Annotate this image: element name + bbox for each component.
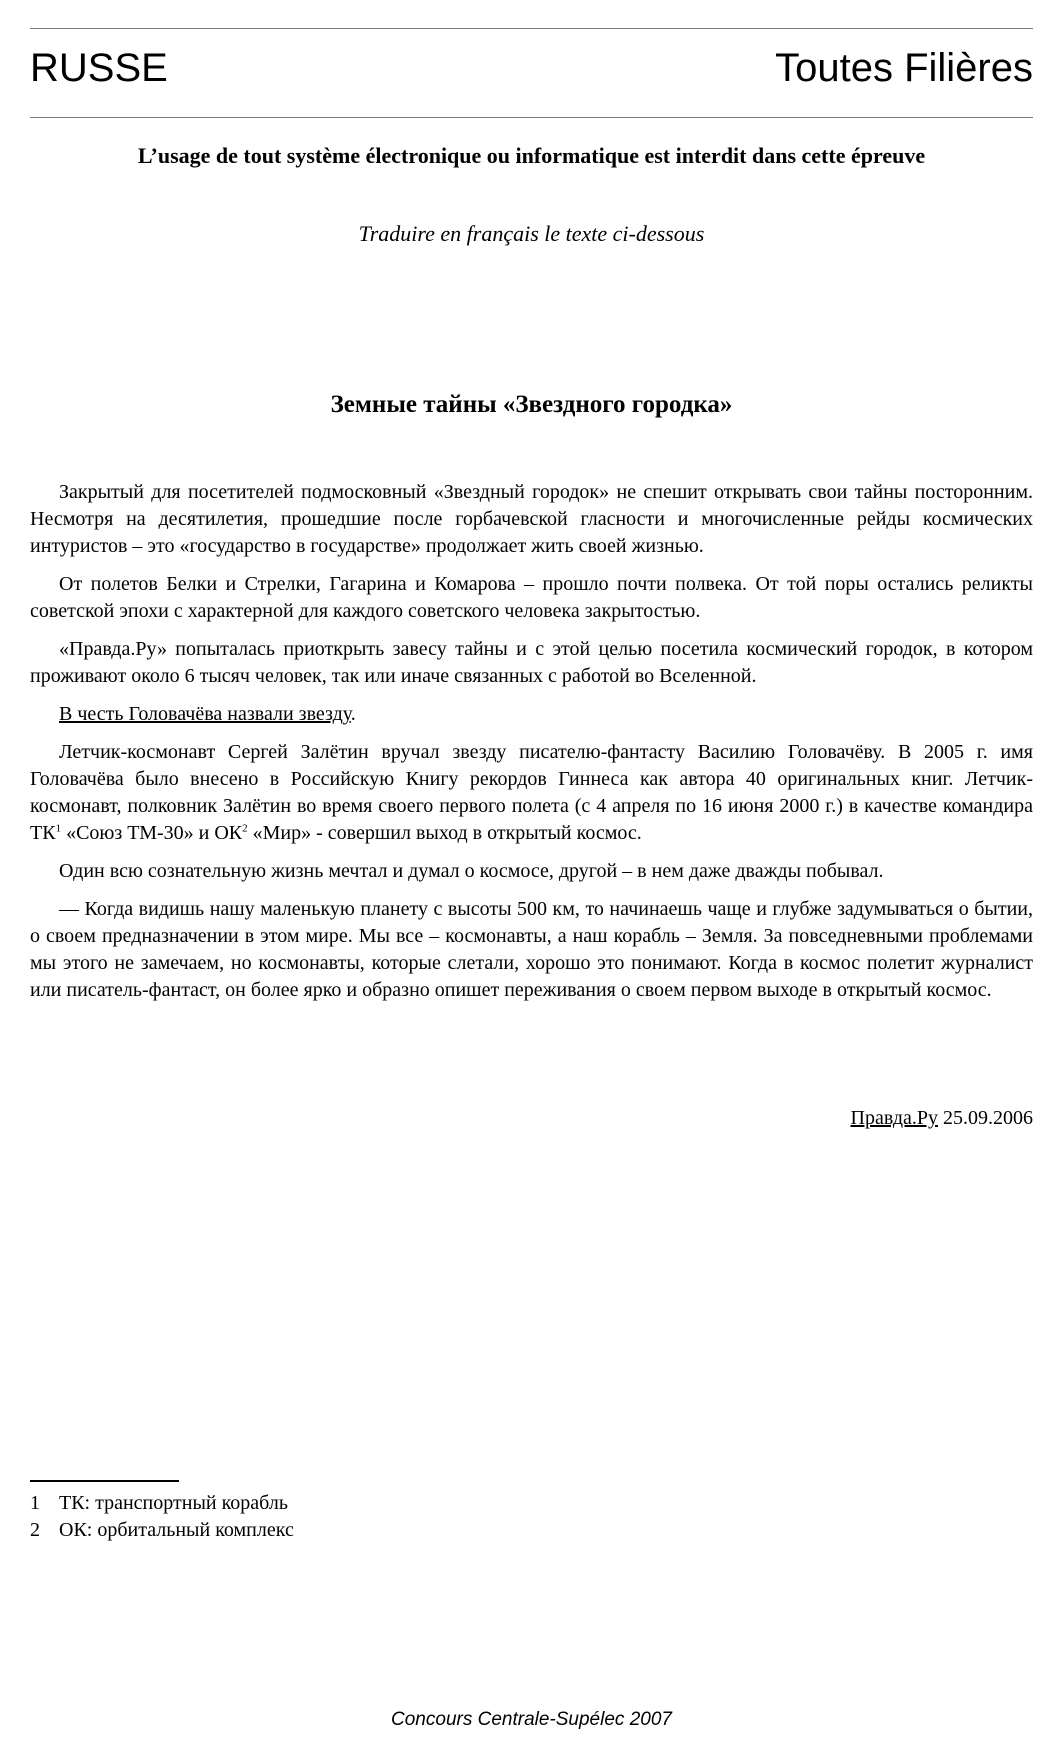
electronics-warning: L’usage de tout système électronique ou informatique est interdit dans cette épreuve — [137, 143, 926, 168]
footnotes — [30, 1490, 930, 1544]
track-label: Toutes Filières — [775, 46, 1033, 90]
subheading-paragraph — [30, 701, 1033, 728]
header-bottom-rule — [30, 117, 1033, 118]
paragraph-5: Один всю сознательную жизнь мечтал и думал о космосе, другой – в нем даже дважды побывал. — [59, 860, 884, 882]
article-source — [851, 1105, 1033, 1132]
subject-label: RUSSE — [30, 46, 168, 90]
header-top-rule — [30, 28, 1033, 29]
footnote-number: 2 — [30, 1519, 40, 1541]
source-date: 25.09.2006 — [938, 1107, 1033, 1129]
footnote-ref-1: 1 — [55, 822, 62, 835]
footnote-text: ТК: транспортный корабль — [59, 1492, 288, 1514]
footnote-2 — [30, 1517, 930, 1544]
subheading-period: . — [350, 703, 356, 725]
footnote-number: 1 — [30, 1492, 40, 1514]
exam-footer: Concours Centrale-Supélec 2007 — [391, 1709, 672, 1730]
paragraph-4-part-c: «Мир» - совершил выход в открытый космос. — [247, 822, 642, 844]
translation-instruction: Traduire en français le texte ci-dessous — [358, 221, 705, 246]
footnote-rule — [30, 1480, 179, 1482]
paragraph-4-part-b: «Союз ТМ-30» и ОК — [61, 822, 243, 844]
paragraph-4-part-a: Летчик-космонавт Сергей Залётин вручал звезду писателю-фантасту Василию Головачёву. В 2005 г. имя Головачёва было внесено в Российскую Книгу рекордов Гиннеса как автора 40 оригинальных книг. Летчик-космонавт, полковник Залётин во время своего первого полета (с 4 апреля по 16 июня 2000 г.) в качестве командира ТК — [30, 741, 1033, 844]
paragraph-3: «Правда.Ру» попыталась приоткрыть завесу тайны и с этой целью посетила космический городок, в котором проживают около 6 тысяч человек, так или иначе связанных с работой во Вселенной. — [30, 638, 1033, 687]
source-name: Правда.Ру — [850, 1107, 938, 1129]
paragraph-2: От полетов Белки и Стрелки, Гагарина и Комарова – прошло почти полвека. От той поры остались реликты советской эпохи с характерной для каждого советского человека закрытостью. — [30, 573, 1033, 622]
article-subheading: В честь Головачёва назвали звезду — [59, 703, 351, 725]
paragraph-4 — [30, 739, 1033, 847]
footnote-ref-2: 2 — [242, 822, 248, 835]
paragraph-6: — Когда видишь нашу маленькую планету с высоты 500 км, то начинаешь чаще и глубже задумываться о бытии, о своем предназначении в этом мире. Мы все – космонавты, а наш корабль – Земля. За повседневными проблемами мы этого не замечаем, но космонавты, которые слетали, хорошо это понимают. Когда в космос полетит журналист или писатель-фантаст, он более ярко и образно опишет переживания о своем первом выходе в открытый космос. — [30, 898, 1033, 1001]
article-title: Земные тайны «Звездного городка» — [330, 391, 733, 418]
footnote-1 — [30, 1490, 930, 1517]
article-body — [30, 479, 1033, 1015]
footnote-text: ОК: орбитальный комплекс — [59, 1519, 294, 1541]
paragraph-1: Закрытый для посетителей подмосковный «Звездный городок» не спешит открывать свои тайны посторонним. Несмотря на десятилетия, прошедшие после горбачевской гласности и многочисленные рейды космических интуристов – это «государство в государстве» продолжает жить своей жизнью. — [30, 481, 1033, 557]
